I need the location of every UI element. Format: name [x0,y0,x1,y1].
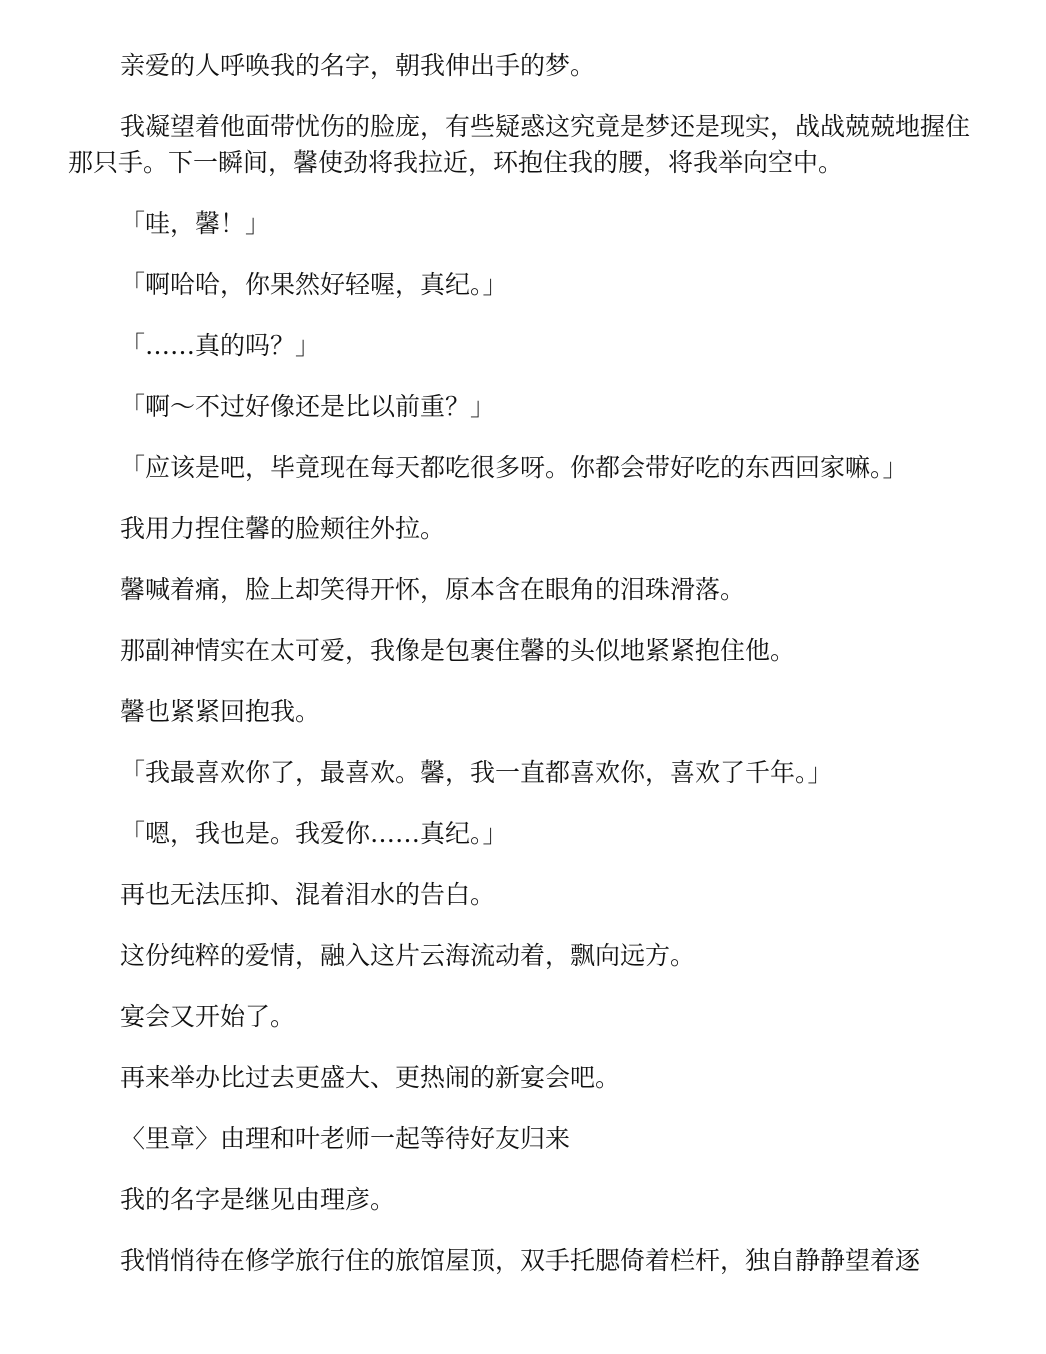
paragraph-1: 亲爱的人呼唤我的名字，朝我伸出手的梦。 [120,51,596,80]
paragraph-10: 那副神情实在太可爱，我像是包裹住馨的头似地紧紧抱住他。 [120,636,796,665]
paragraph-15: 这份纯粹的爱情，融入这片云海流动着，飘向远方。 [120,941,696,970]
paragraph-2: 我凝望着他面带忧伤的脸庞，有些疑惑这究竟是梦还是现实，战战兢兢地握住那只手。下一瞬间，馨使劲将我拉近，环抱住我的腰，将我举向空中。 [68,112,971,177]
paragraph-3: 「哇，馨！」 [120,209,271,238]
paragraph-13: 「嗯，我也是。我爱你……真纪。」 [120,819,508,848]
paragraph-6: 「啊～不过好像还是比以前重？」 [120,392,496,421]
paragraph-12: 「我最喜欢你了，最喜欢。馨，我一直都喜欢你，喜欢了千年。」 [120,758,833,787]
text-body [68,48,980,1304]
paragraph-11: 馨也紧紧回抱我。 [120,697,321,726]
paragraph-5: 「……真的吗？」 [120,331,321,360]
paragraph-9: 馨喊着痛，脸上却笑得开怀，原本含在眼角的泪珠滑落。 [120,575,746,604]
paragraph-7: 「应该是吧，毕竟现在每天都吃很多呀。你都会带好吃的东西回家嘛。」 [120,453,908,482]
paragraph-17: 再来举办比过去更盛大、更热闹的新宴会吧。 [120,1063,621,1092]
paragraph-14: 再也无法压抑、混着泪水的告白。 [120,880,496,909]
paragraph-16: 宴会又开始了。 [120,1002,296,1031]
paragraph-19: 我的名字是继见由理彦。 [120,1185,396,1214]
chapter-heading: 〈里章〉由理和叶老师一起等待好友归来 [120,1124,571,1153]
paragraph-20: 我悄悄待在修学旅行住的旅馆屋顶，双手托腮倚着栏杆，独自静静望着逐 [120,1246,921,1275]
paragraph-8: 我用力捏住馨的脸颊往外拉。 [120,514,446,543]
paragraph-4: 「啊哈哈，你果然好轻喔，真纪。」 [120,270,508,299]
